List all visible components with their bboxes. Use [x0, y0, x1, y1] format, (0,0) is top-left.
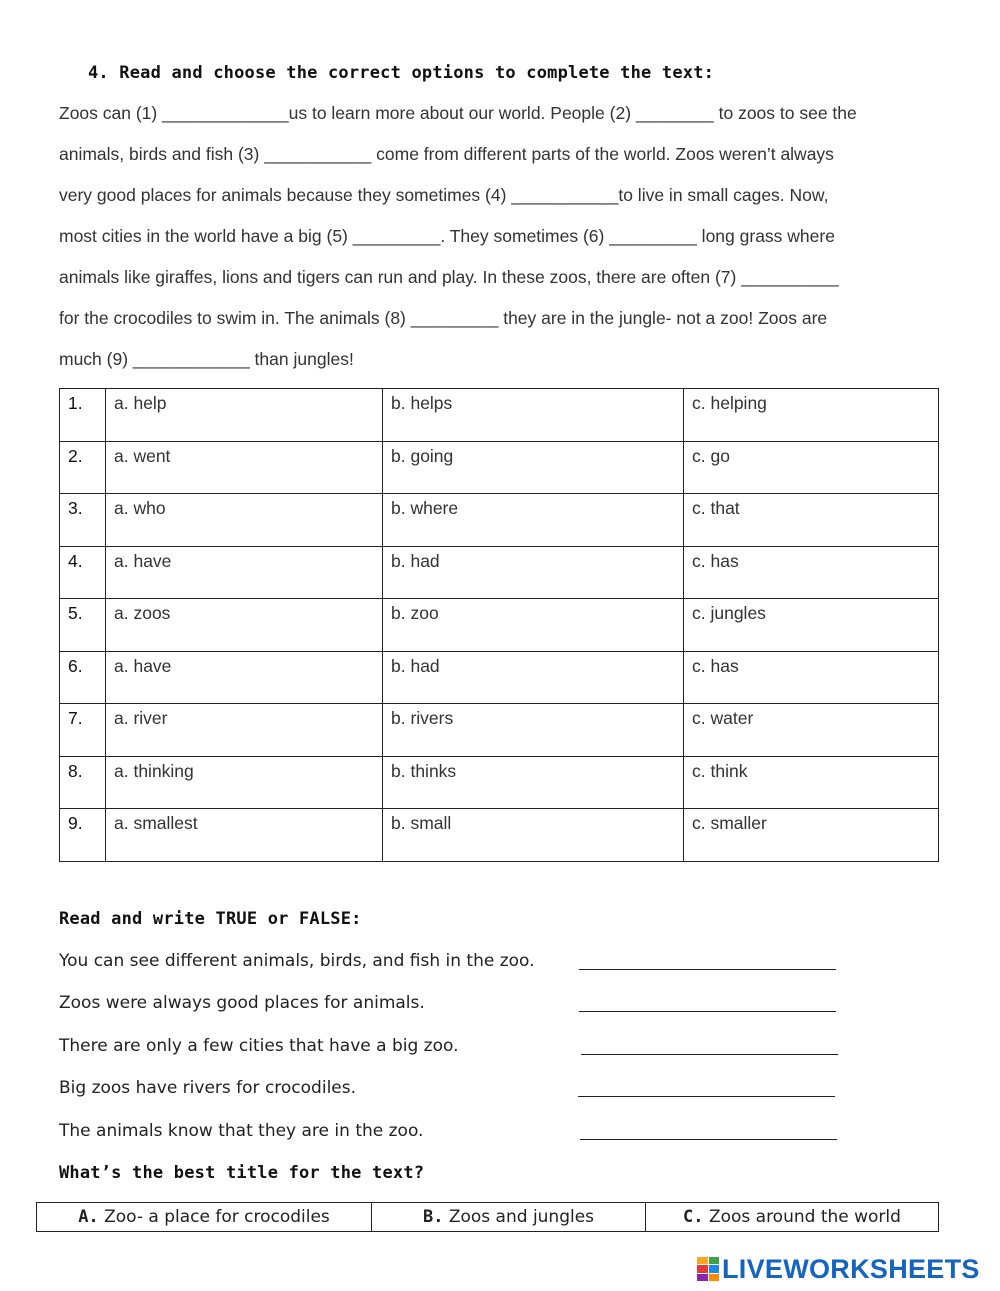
- option-a[interactable]: a. went: [106, 441, 383, 494]
- tf-statement: Zoos were always good places for animals.: [59, 993, 425, 1013]
- liveworksheets-logo[interactable]: [697, 1254, 980, 1284]
- question-number: 7.: [60, 704, 106, 757]
- options-row: [60, 809, 939, 862]
- option-c[interactable]: c. helping: [684, 389, 939, 442]
- options-row: [60, 389, 939, 442]
- options-row: [60, 441, 939, 494]
- option-a[interactable]: a. smallest: [106, 809, 383, 862]
- option-b[interactable]: b. rivers: [383, 704, 684, 757]
- options-row: [60, 599, 939, 652]
- true-false-heading: Read and write TRUE or FALSE:: [59, 909, 362, 929]
- options-row: [60, 756, 939, 809]
- options-row: [60, 494, 939, 547]
- title-choice[interactable]: [646, 1203, 939, 1232]
- best-title-heading: What’s the best title for the text?: [59, 1163, 425, 1183]
- option-b[interactable]: b. helps: [383, 389, 684, 442]
- options-row: [60, 704, 939, 757]
- option-a[interactable]: a. have: [106, 546, 383, 599]
- option-b[interactable]: b. small: [383, 809, 684, 862]
- question-number: 4.: [60, 546, 106, 599]
- choice-letter: A.: [78, 1207, 99, 1227]
- paragraph-line: much (9) ____________ than jungles!: [59, 349, 354, 369]
- question-number: 3.: [60, 494, 106, 547]
- option-a[interactable]: a. river: [106, 704, 383, 757]
- option-c[interactable]: c. smaller: [684, 809, 939, 862]
- brand-name: LIVEWORKSHEETS: [722, 1253, 980, 1284]
- paragraph-line: animals, birds and fish (3) ___________ come from different parts of the world. Zoos weren’t always: [59, 144, 834, 164]
- paragraph-line: for the crocodiles to swim in. The animals (8) _________ they are in the jungle- not a zoo! Zoos are: [59, 308, 828, 328]
- paragraph-line: Zoos can (1) _____________us to learn more about our world. People (2) ________ to zoos to see the: [59, 103, 857, 123]
- answer-blank[interactable]: [579, 969, 836, 970]
- question-number: 8.: [60, 756, 106, 809]
- answer-blank[interactable]: [578, 1096, 835, 1097]
- option-c[interactable]: c. water: [684, 704, 939, 757]
- choice-letter: B.: [422, 1207, 444, 1227]
- tf-statement: Big zoos have rivers for crocodiles.: [59, 1078, 357, 1098]
- choice-text: Zoos and jungles: [448, 1207, 595, 1227]
- options-row: [60, 546, 939, 599]
- answer-blank[interactable]: [579, 1011, 836, 1012]
- choice-text: Zoo- a place for crocodiles: [104, 1207, 330, 1227]
- option-a[interactable]: a. zoos: [106, 599, 383, 652]
- exercise-4-heading: 4. Read and choose the correct options to complete the text:: [88, 63, 715, 83]
- paragraph-line: animals like giraffes, lions and tigers can run and play. In these zoos, there are often (7) __________: [59, 267, 839, 287]
- question-number: 1.: [60, 389, 106, 442]
- title-choice[interactable]: [372, 1203, 646, 1232]
- option-c[interactable]: c. jungles: [684, 599, 939, 652]
- option-b[interactable]: b. had: [383, 651, 684, 704]
- question-number: 5.: [60, 599, 106, 652]
- question-number: 2.: [60, 441, 106, 494]
- option-a[interactable]: a. have: [106, 651, 383, 704]
- option-c[interactable]: c. think: [684, 756, 939, 809]
- choice-letter: C.: [683, 1207, 704, 1227]
- title-choices-table: [36, 1202, 939, 1232]
- paragraph-line: very good places for animals because they sometimes (4) ___________to live in small cages. Now,: [59, 185, 829, 205]
- option-c[interactable]: c. that: [684, 494, 939, 547]
- tf-statement: The animals know that they are in the zoo.: [59, 1121, 424, 1141]
- liveworksheets-logo-icon: [697, 1257, 719, 1281]
- paragraph-line: most cities in the world have a big (5) _________. They sometimes (6) _________ long grass where: [59, 226, 835, 246]
- answer-blank[interactable]: [580, 1139, 837, 1140]
- question-number: 9.: [60, 809, 106, 862]
- option-c[interactable]: c. go: [684, 441, 939, 494]
- option-b[interactable]: b. zoo: [383, 599, 684, 652]
- option-b[interactable]: b. had: [383, 546, 684, 599]
- option-b[interactable]: b. where: [383, 494, 684, 547]
- option-c[interactable]: c. has: [684, 651, 939, 704]
- answer-blank[interactable]: [581, 1054, 838, 1055]
- question-number: 6.: [60, 651, 106, 704]
- options-row: [60, 651, 939, 704]
- option-a[interactable]: a. thinking: [106, 756, 383, 809]
- options-table: [59, 388, 939, 862]
- tf-statement: You can see different animals, birds, and fish in the zoo.: [59, 951, 535, 971]
- tf-statement: There are only a few cities that have a big zoo.: [59, 1036, 459, 1056]
- option-a[interactable]: a. who: [106, 494, 383, 547]
- option-b[interactable]: b. going: [383, 441, 684, 494]
- option-a[interactable]: a. help: [106, 389, 383, 442]
- title-choice[interactable]: [37, 1203, 372, 1232]
- choice-text: Zoos around the world: [708, 1207, 901, 1227]
- option-c[interactable]: c. has: [684, 546, 939, 599]
- option-b[interactable]: b. thinks: [383, 756, 684, 809]
